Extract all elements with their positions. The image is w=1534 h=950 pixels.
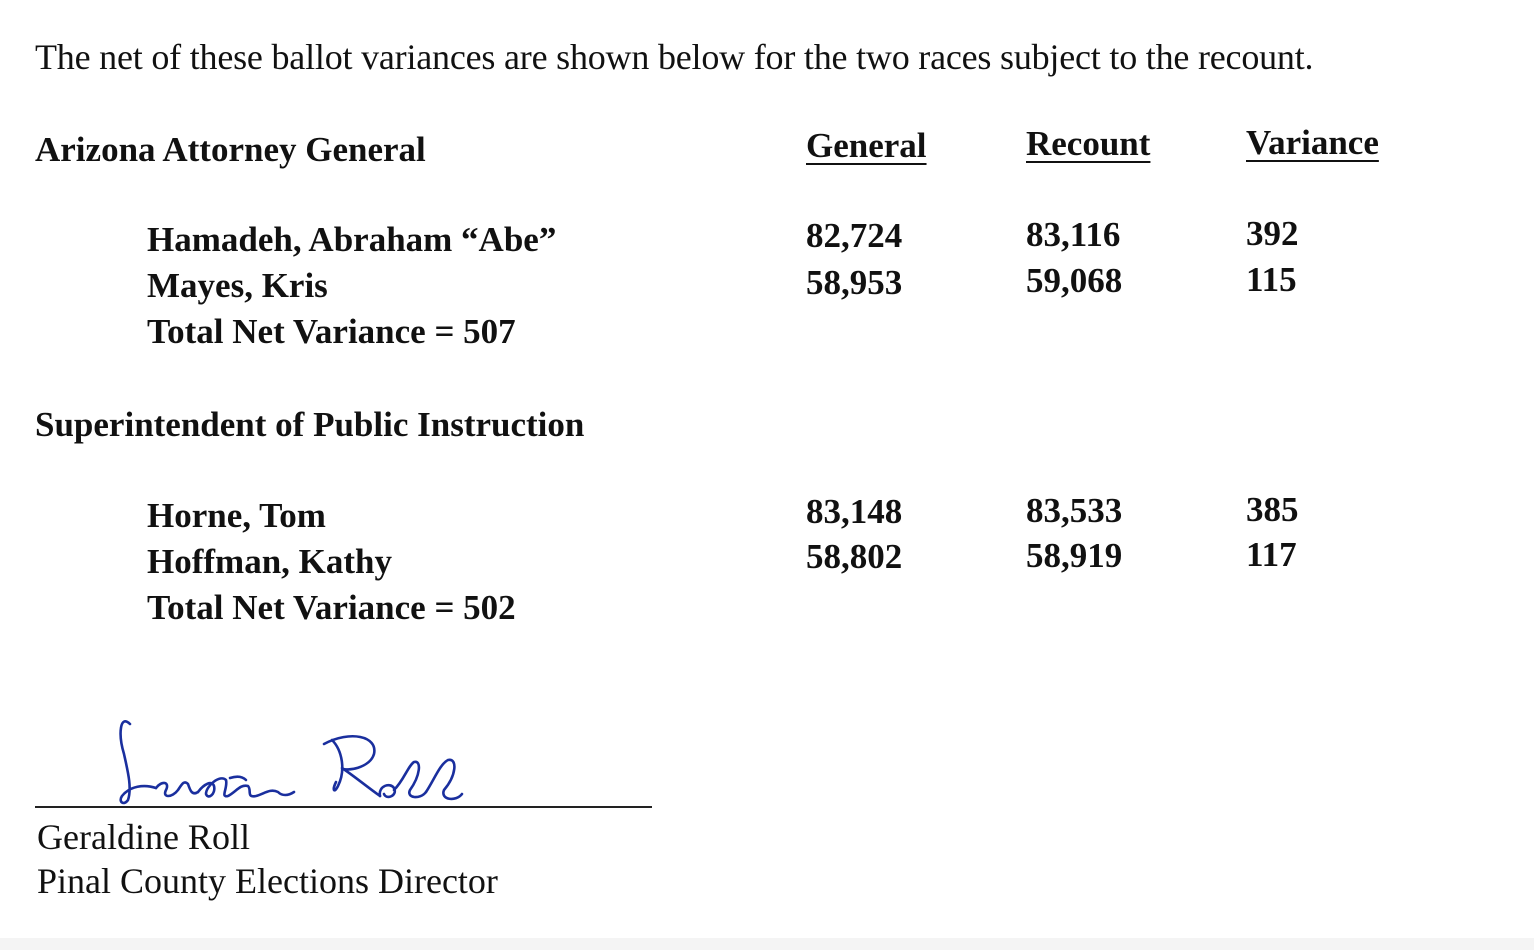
recount-count: 83,533 bbox=[1026, 491, 1123, 530]
variance-count: 117 bbox=[1246, 535, 1297, 574]
variance-count: 392 bbox=[1246, 214, 1299, 253]
candidate-name: Hoffman, Kathy bbox=[147, 542, 392, 581]
race-title-attorney-general: Arizona Attorney General bbox=[35, 130, 426, 169]
signer-title: Pinal County Elections Director bbox=[37, 861, 498, 901]
column-header-variance: Variance bbox=[1246, 123, 1379, 162]
variance-count: 115 bbox=[1246, 260, 1297, 299]
variance-count: 385 bbox=[1246, 490, 1299, 529]
handwritten-signature bbox=[110, 710, 470, 810]
candidate-name: Horne, Tom bbox=[147, 496, 326, 535]
intro-paragraph: The net of these ballot variances are shown below for the two races subject to the recount. bbox=[35, 37, 1314, 77]
recount-count: 83,116 bbox=[1026, 215, 1121, 254]
general-count: 58,802 bbox=[806, 537, 903, 576]
recount-count: 59,068 bbox=[1026, 261, 1123, 300]
column-header-recount: Recount bbox=[1026, 124, 1151, 163]
signer-name: Geraldine Roll bbox=[37, 817, 250, 857]
race-title-superintendent: Superintendent of Public Instruction bbox=[35, 405, 585, 444]
page-bottom-edge bbox=[0, 938, 1534, 950]
general-count: 83,148 bbox=[806, 492, 903, 531]
candidate-name: Hamadeh, Abraham “Abe” bbox=[147, 220, 557, 259]
general-count: 82,724 bbox=[806, 216, 903, 255]
total-net-variance: Total Net Variance = 507 bbox=[147, 312, 516, 351]
total-net-variance: Total Net Variance = 502 bbox=[147, 588, 516, 627]
recount-count: 58,919 bbox=[1026, 536, 1123, 575]
candidate-name: Mayes, Kris bbox=[147, 266, 328, 305]
general-count: 58,953 bbox=[806, 263, 903, 302]
signature-line bbox=[35, 806, 652, 808]
column-header-general: General bbox=[806, 126, 927, 165]
